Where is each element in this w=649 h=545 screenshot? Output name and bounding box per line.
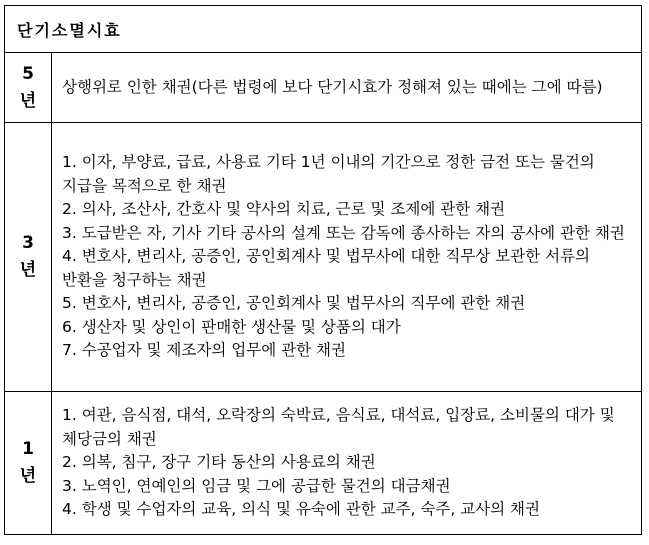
content-cell (52, 123, 642, 392)
claim-item: 5. 변호사, 변리사, 공증인, 공인회계사 및 법무사의 직무에 관한 채권 (62, 294, 526, 313)
period-unit: 년 (19, 466, 37, 486)
claim-item: 6. 생산자 및 상인이 판매한 생산물 및 상품의 대가 (62, 317, 401, 336)
period-number: 3 (22, 233, 34, 253)
period-number: 1 (22, 439, 34, 459)
claim-item: 4. 학생 및 수업자의 교육, 의식 및 유숙에 관한 교주, 숙주, 교사의 채권 (62, 500, 540, 519)
claim-item: 3. 노역인, 연예인의 임금 및 그에 공급한 물건의 대금채권 (62, 476, 451, 495)
table-row-1-year (5, 392, 642, 535)
period-cell (5, 392, 52, 535)
claim-item: 2. 의복, 침구, 장구 기타 동산의 사용료의 채권 (62, 453, 376, 472)
claim-item: 2. 의사, 조산사, 간호사 및 약사의 치료, 근로 및 조제에 관한 채권 (62, 200, 506, 219)
table-title: 단기소멸시효 (5, 6, 642, 53)
claim-item: 1. 이자, 부양료, 급료, 사용료 기타 1년 이내의 기간으로 정한 금전 또는 물건의 지급을 목적으로 한 채권 (62, 153, 595, 195)
claim-item: 상행위로 인한 채권(다른 법령에 보다 단기시효가 정해져 있는 때에는 그에 따름) (62, 77, 603, 96)
table-row-5-years (5, 53, 642, 123)
content-cell (52, 53, 642, 123)
period-unit: 년 (19, 90, 37, 111)
claim-item: 7. 수공업자 및 제조자의 업무에 관한 채권 (62, 341, 346, 360)
claim-item: 1. 여관, 음식점, 대석, 오락장의 숙박료, 음식료, 대석료, 입장료, 소비물의 대가 및 체당금의 채권 (62, 406, 615, 448)
prescription-table (4, 5, 642, 535)
table-row-3-years (5, 123, 642, 392)
claim-item: 3. 도급받은 자, 기사 기타 공사의 설계 또는 감독에 종사하는 자의 공사에 관한 채권 (62, 223, 625, 242)
period-cell (5, 53, 52, 123)
period-cell (5, 123, 52, 392)
table-header-row (5, 6, 642, 53)
period-unit: 년 (19, 260, 37, 280)
period-number: 5 (22, 63, 34, 84)
claim-item: 4. 변호사, 변리사, 공증인, 공인회계사 및 법무사에 대한 직무상 보관한 서류의 반환을 청구하는 채권 (62, 247, 591, 289)
content-cell (52, 392, 642, 535)
